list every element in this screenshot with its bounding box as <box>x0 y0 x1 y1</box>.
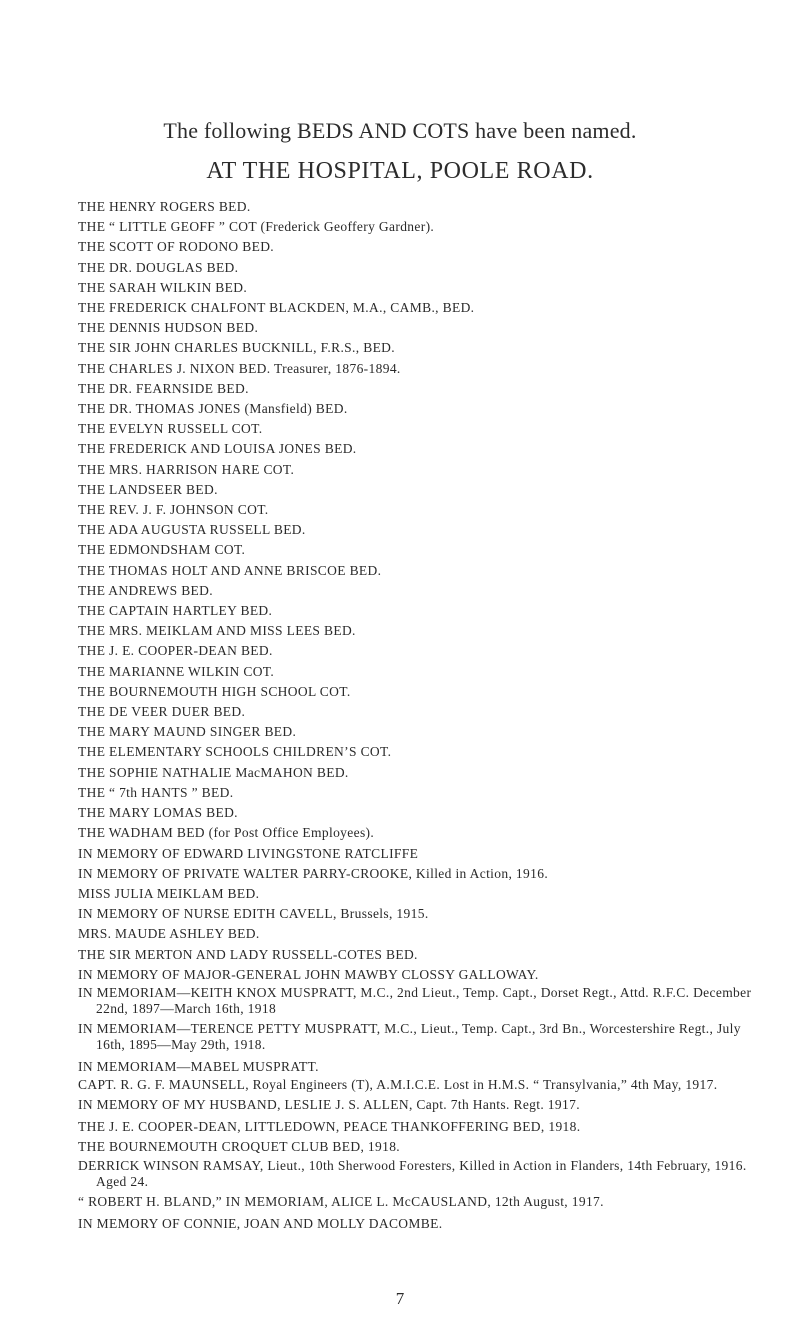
list-item: THE MARIANNE WILKIN COT. <box>78 663 275 679</box>
list-item: THE J. E. COOPER-DEAN BED. <box>78 643 273 659</box>
list-item: IN MEMORY OF PRIVATE WALTER PARRY-CROOKE, Killed in Action, 1916. <box>78 865 549 881</box>
list-item: IN MEMORY OF CONNIE, JOAN AND MOLLY DACOMBE. <box>78 1215 443 1231</box>
list-item: IN MEMORY OF MY HUSBAND, LESLIE J. S. ALLEN, Capt. 7th Hants. Regt. 1917. <box>78 1097 580 1113</box>
list-item: THE SIR JOHN CHARLES BUCKNILL, F.R.S., BED. <box>78 340 395 356</box>
list-item: THE BOURNEMOUTH HIGH SCHOOL COT. <box>78 683 351 699</box>
list-item: MRS. MAUDE ASHLEY BED. <box>78 926 260 942</box>
list-item: THE EVELYN RUSSELL COT. <box>78 421 263 437</box>
list-item: THE DR. DOUGLAS BED. <box>78 259 239 275</box>
list-item: THE FREDERICK AND LOUISA JONES BED. <box>78 441 357 457</box>
list-item: THE MRS. MEIKLAM AND MISS LEES BED. <box>78 623 356 639</box>
list-item: IN MEMORY OF MAJOR-GENERAL JOHN MAWBY CLOSSY GALLOWAY. <box>78 966 539 982</box>
list-item: THE CHARLES J. NIXON BED. Treasurer, 1876-1894. <box>78 360 401 376</box>
named-beds-list <box>78 197 768 1234</box>
list-item: “ ROBERT H. BLAND,” IN MEMORIAM, ALICE L. McCAUSLAND, 12th August, 1917. <box>78 1193 604 1209</box>
list-item: THE MARY LOMAS BED. <box>78 805 238 821</box>
list-item: THE “ 7th HANTS ” BED. <box>78 784 234 800</box>
list-item: IN MEMORIAM—MABEL MUSPRATT. <box>78 1058 319 1074</box>
list-item: IN MEMORY OF EDWARD LIVINGSTONE RATCLIFFE <box>78 845 419 861</box>
list-item: THE DR. THOMAS JONES (Mansfield) BED. <box>78 401 348 417</box>
list-item: THE J. E. COOPER-DEAN, LITTLEDOWN, PEACE THANKOFFERING BED, 1918. <box>78 1119 581 1135</box>
list-item: THE SARAH WILKIN BED. <box>78 279 248 295</box>
list-item: THE SIR MERTON AND LADY RUSSELL-COTES BED. <box>78 946 418 962</box>
list-item: CAPT. R. G. F. MAUNSELL, Royal Engineers (T), A.M.I.C.E. Lost in H.M.S. “ Transylvania,” 4th May, 1917. <box>78 1077 718 1093</box>
list-item: IN MEMORIAM—TERENCE PETTY MUSPRATT, M.C., Lieut., Temp. Capt., 3rd Bn., Worcestershire Regt., July 16th, 1895—May 29th, 1918. <box>78 1020 741 1052</box>
list-item: THE MARY MAUND SINGER BED. <box>78 724 297 740</box>
list-item: THE REV. J. F. JOHNSON COT. <box>78 502 269 518</box>
list-item: THE ADA AUGUSTA RUSSELL BED. <box>78 522 306 538</box>
list-item: THE DENNIS HUDSON BED. <box>78 320 259 336</box>
list-item: THE THOMAS HOLT AND ANNE BRISCOE BED. <box>78 562 382 578</box>
list-item: THE ANDREWS BED. <box>78 582 213 598</box>
list-item: THE LANDSEER BED. <box>78 481 218 497</box>
list-item: THE DE VEER DUER BED. <box>78 704 246 720</box>
list-item: THE ELEMENTARY SCHOOLS CHILDREN’S COT. <box>78 744 392 760</box>
heading-intro: The following BEDS AND COTS have been named. <box>163 118 637 143</box>
list-item: THE SOPHIE NATHALIE MacMAHON BED. <box>78 764 349 780</box>
heading-hospital: AT THE HOSPITAL, POOLE ROAD. <box>206 158 594 184</box>
list-item: MISS JULIA MEIKLAM BED. <box>78 885 260 901</box>
list-item: THE SCOTT OF RODONO BED. <box>78 239 275 255</box>
list-item: THE BOURNEMOUTH CROQUET CLUB BED, 1918. <box>78 1139 401 1155</box>
list-item: IN MEMORY OF NURSE EDITH CAVELL, Brussels, 1915. <box>78 906 429 922</box>
list-item: DERRICK WINSON RAMSAY, Lieut., 10th Sherwood Foresters, Killed in Action in Flanders, 14th February, 1916. Aged 24. <box>78 1157 747 1189</box>
list-item: IN MEMORIAM—KEITH KNOX MUSPRATT, M.C., 2nd Lieut., Temp. Capt., Dorset Regt., Attd. R.F.C. December 22nd, 1897—March 16th, 1918 <box>78 984 752 1016</box>
list-item: THE DR. FEARNSIDE BED. <box>78 380 249 396</box>
list-item: THE EDMONDSHAM COT. <box>78 542 246 558</box>
list-item: THE “ LITTLE GEOFF ” COT (Frederick Geoffery Gardner). <box>78 219 435 235</box>
list-item: THE FREDERICK CHALFONT BLACKDEN, M.A., CAMB., BED. <box>78 300 475 316</box>
list-item: THE CAPTAIN HARTLEY BED. <box>78 603 273 619</box>
list-item: THE MRS. HARRISON HARE COT. <box>78 461 295 477</box>
list-item: THE HENRY ROGERS BED. <box>78 199 251 214</box>
list-item: THE WADHAM BED (for Post Office Employees). <box>78 825 375 841</box>
page-number: 7 <box>395 1289 405 1308</box>
